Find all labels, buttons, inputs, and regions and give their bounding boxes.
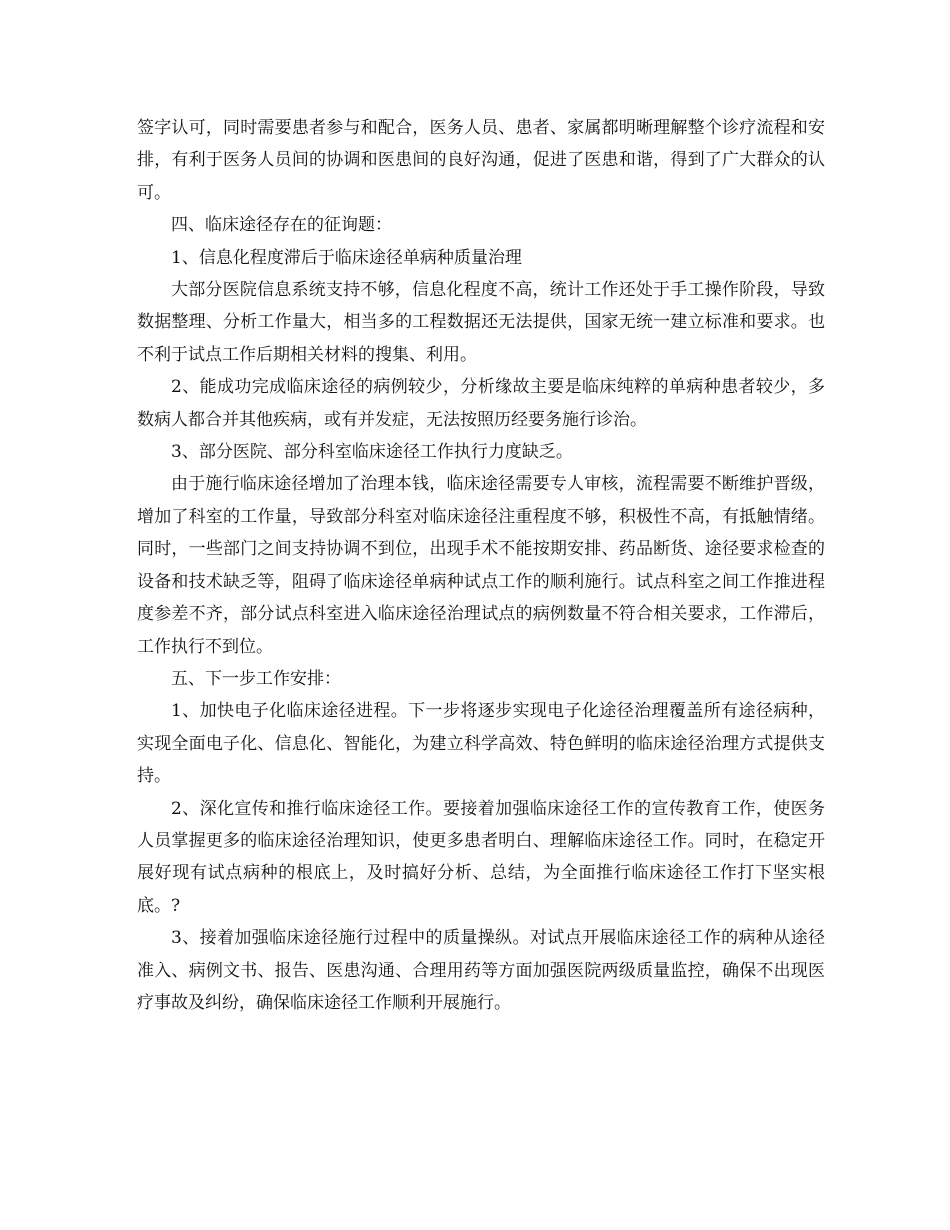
problem-item-2: 2、能成功完成临床途径的病例较少，分析缘故主要是临床纯粹的单病种患者较少，多数病人都合并其他疾病，或有并发症，无法按照历经要务施行诊治。 bbox=[137, 377, 825, 430]
section-heading-problems: 四、临床途径存在的征询题： bbox=[171, 215, 392, 236]
problem-item-3-body: 由于施行临床途径增加了治理本钱，临床途径需要专人审核，流程需要不断维护晋级，增加了科室的工作量，导致部分科室对临床途径注重程度不够，积极性不高，有抵触情绪。同时，一些部门之间支持协调不到位，出现手术不能按期安排、药品断货、途径要求检查的设备和技术缺乏等，阻碍了临床途径单病种试点工作的顺利施行。试点科室之间工作推进程度参差不齐，部分试点科室进入临床途径治理试点的病例数量不符合相关要求，工作滞后，工作执行不到位。 bbox=[137, 474, 825, 657]
next-step-item-1: 1、加快电子化临床途径进程。下一步将逐步实现电子化途径治理覆盖所有途径病种，实现全面电子化、信息化、智能化，为建立科学高效、特色鲜明的临床途径治理方式提供支持。 bbox=[137, 701, 825, 787]
section-heading-next-steps: 五、下一步工作安排： bbox=[171, 668, 341, 689]
problem-item-1-heading: 1、信息化程度滞后于临床途径单病种质量治理 bbox=[171, 247, 522, 268]
problem-item-3-heading: 3、部分医院、部分科室临床途径工作执行力度缺乏。 bbox=[171, 442, 573, 463]
next-step-item-3: 3、接着加强临床途径施行过程中的质量操纵。对试点开展临床途径工作的病种从途径准入、病例文书、报告、医患沟通、合理用药等方面加强医院两级质量监控，确保不出现医疗事故及纠纷，确保临床途径工作顺利开展施行。 bbox=[137, 928, 825, 1013]
document-page bbox=[137, 112, 825, 1019]
next-step-item-2: 2、深化宣传和推行临床途径工作。要接着加强临床途径工作的宣传教育工作，使医务人员掌握更多的临床途径治理知识，使更多患者明白、理解临床途径工作。同时，在稳定开展好现有试点病种的根底上，及时搞好分析、总结，为全面推行临床途径工作打下坚实根底。? bbox=[137, 798, 825, 916]
paragraph-intro-continuation: 签字认可，同时需要患者参与和配合，医务人员、患者、家属都明晰理解整个诊疗流程和安排，有利于医务人员间的协调和医患间的良好沟通，促进了医患和谐，得到了广大群众的认可。 bbox=[137, 118, 825, 203]
problem-item-1-body: 大部分医院信息系统支持不够，信息化程度不高，统计工作还处于手工操作阶段，导致数据整理、分析工作量大，相当多的工程数据还无法提供，国家无统一建立标准和要求。也不利于试点工作后期相关材料的搜集、利用。 bbox=[137, 280, 825, 365]
